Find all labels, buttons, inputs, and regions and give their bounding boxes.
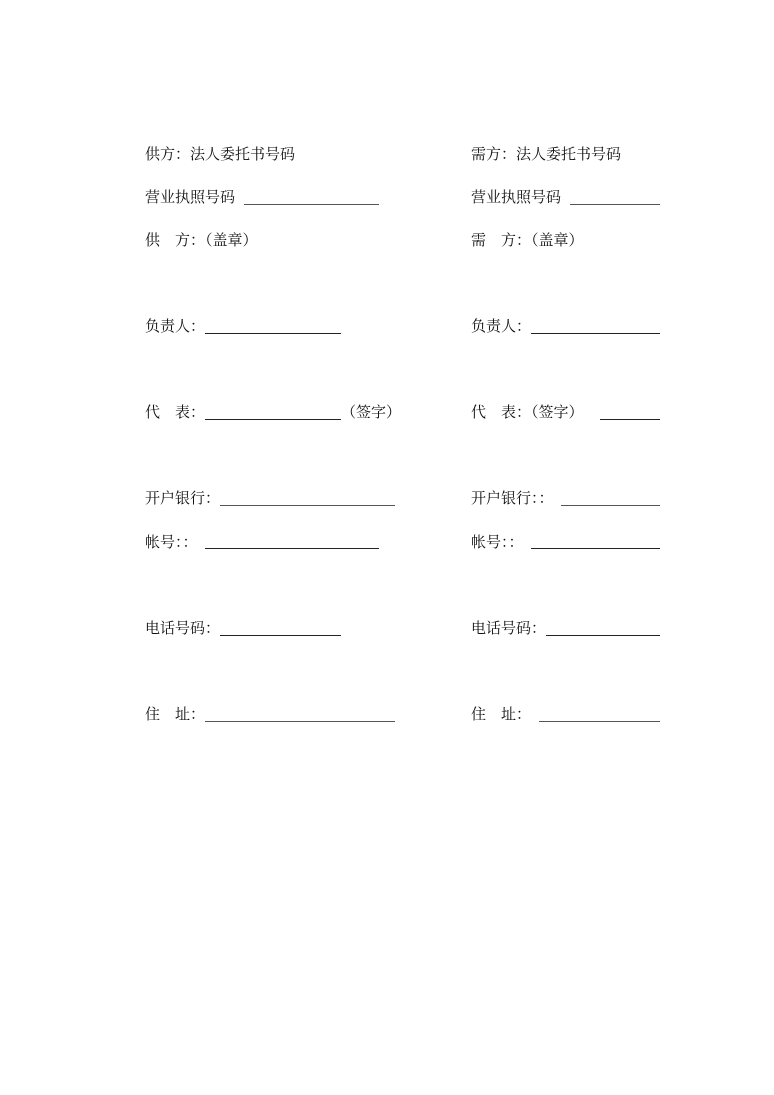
buyer-license-number-label: 营业执照号码: [471, 188, 562, 206]
buyer-person-in-charge-label: 负责人：: [471, 317, 532, 335]
supplier-person-in-charge-field[interactable]: [205, 333, 341, 334]
supplier-address-label: 住 址：: [145, 705, 206, 723]
buyer-phone-field[interactable]: [546, 635, 660, 636]
buyer-representative-field[interactable]: [600, 419, 660, 420]
buyer-account-field[interactable]: [531, 548, 660, 549]
supplier-license-number-label: 营业执照号码: [145, 188, 236, 206]
buyer-seal-label: 需 方：（盖章）: [471, 231, 584, 249]
supplier-account-field[interactable]: [205, 548, 379, 549]
supplier-address-field[interactable]: [205, 721, 395, 722]
supplier-representative-label: 代 表：: [145, 403, 206, 421]
supplier-license-number-field[interactable]: [244, 204, 379, 205]
buyer-person-in-charge-field[interactable]: [531, 333, 660, 334]
supplier-representative-field[interactable]: [205, 419, 341, 420]
supplier-phone-field[interactable]: [220, 635, 341, 636]
buyer-representative-label: 代 表：（签字）: [471, 403, 584, 421]
supplier-signature-label: （签字）: [341, 403, 402, 421]
buyer-proxy-number-label: 需方：法人委托书号码: [471, 145, 622, 163]
buyer-address-label: 住 址：: [471, 705, 532, 723]
supplier-person-in-charge-label: 负责人：: [145, 317, 206, 335]
supplier-bank-label: 开户银行：: [145, 489, 221, 507]
buyer-bank-label: 开户银行：：: [471, 489, 554, 507]
supplier-seal-label: 供 方：（盖章）: [145, 231, 258, 249]
supplier-proxy-number-label: 供方：法人委托书号码: [145, 145, 296, 163]
buyer-account-label: 帐号：：: [471, 533, 524, 551]
buyer-phone-label: 电话号码：: [471, 619, 547, 637]
buyer-address-field[interactable]: [539, 721, 660, 722]
supplier-bank-field[interactable]: [220, 505, 395, 506]
buyer-bank-field[interactable]: [561, 505, 660, 506]
supplier-phone-label: 电话号码：: [145, 619, 221, 637]
supplier-account-label: 帐号：：: [145, 533, 198, 551]
buyer-license-number-field[interactable]: [570, 204, 660, 205]
